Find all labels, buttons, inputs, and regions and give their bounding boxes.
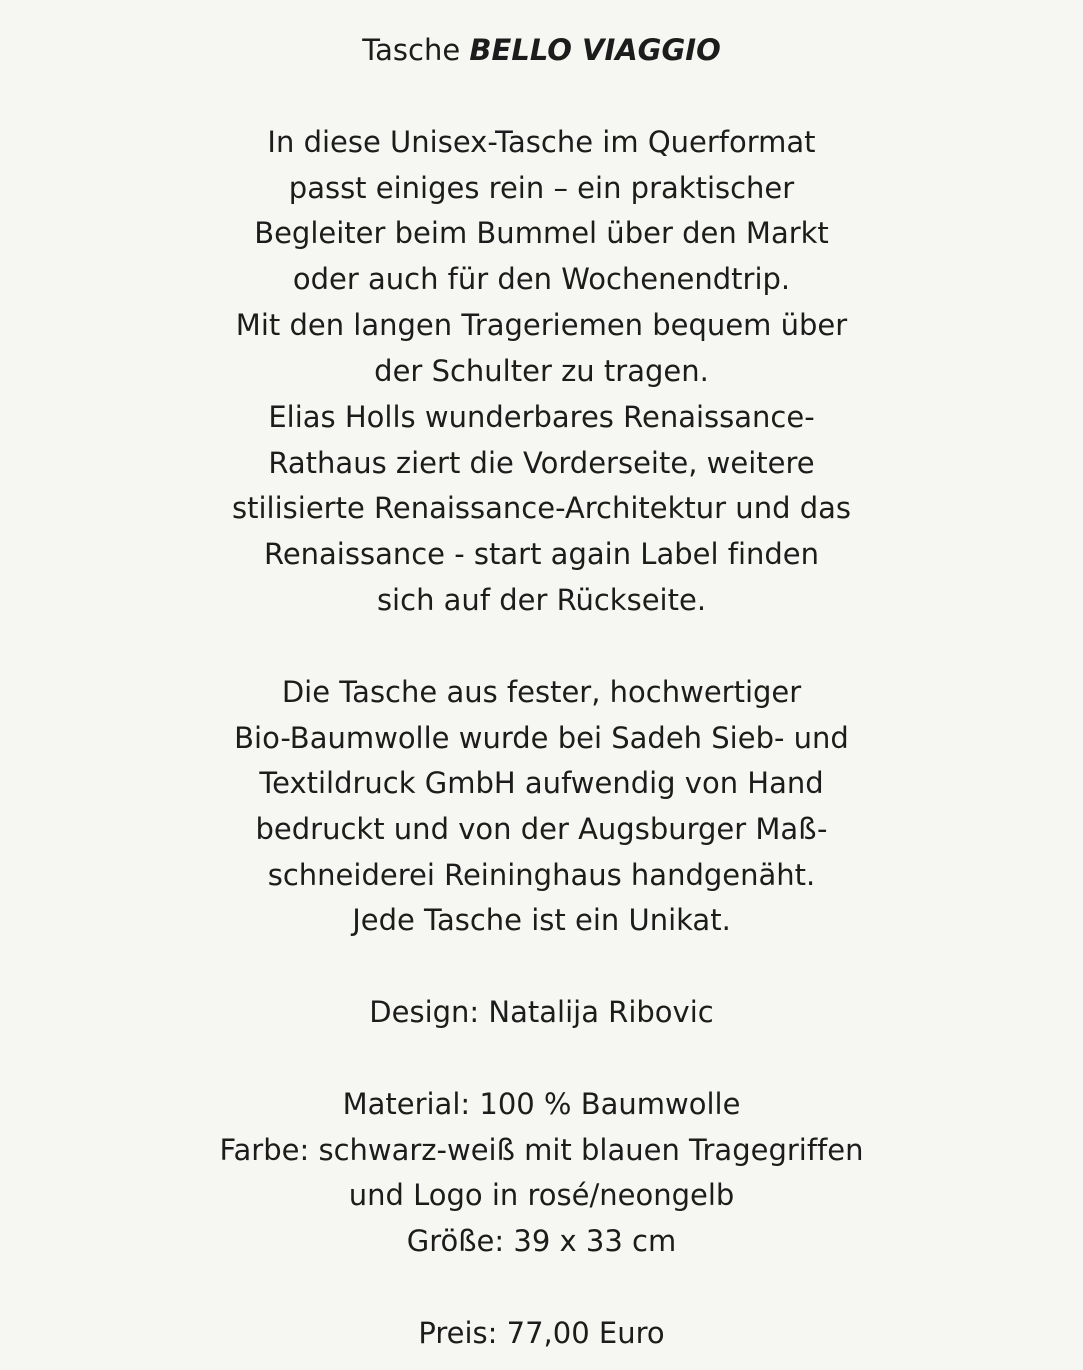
production-line: schneiderei Reininghaus handgenäht. [267,858,816,892]
production-line: Jede Tasche ist ein Unikat. [352,903,731,937]
description-line: Renaissance - start again Label finden [263,537,820,571]
description-line: passt einiges rein – ein praktischer [288,171,795,205]
production-line: Textildruck GmbH aufwendig von Hand [259,766,824,800]
design-credit: Design: Natalija Ribovic [369,995,714,1029]
size-spec: Größe: 39 x 33 cm [406,1224,677,1258]
description-line: sich auf der Rückseite. [376,583,707,617]
color-spec-continued: und Logo in rosé/neongelb [348,1178,735,1212]
production-line: bedruckt und von der Augsburger Maß- [255,812,828,846]
description-line: stilisierte Renaissance-Architektur und das [232,491,851,525]
description-line: oder auch für den Wochenendtrip. [292,262,791,296]
production-line: Die Tasche aus fester, hochwertiger [281,675,802,709]
material-spec: Material: 100 % Baumwolle [342,1087,741,1121]
description-line: Mit den langen Trageriemen bequem über [235,308,848,342]
title-prefix: Tasche [362,33,470,67]
color-spec: Farbe: schwarz-weiß mit blauen Tragegriffen [219,1133,864,1167]
price: Preis: 77,00 Euro [418,1316,665,1350]
description-line: In diese Unisex-Tasche im Querformat [267,125,816,159]
production-line: Bio-Baumwolle wurde bei Sadeh Sieb- und [234,721,849,755]
product-title [0,27,1083,73]
description-line: Rathaus ziert die Vorderseite, weitere [268,446,815,480]
description-line: Begleiter beim Bummel über den Markt [254,216,829,250]
description-line: der Schulter zu tragen. [374,354,709,388]
title-brand: BELLO VIAGGIO [469,33,721,67]
description-line: Elias Holls wunderbares Renaissance- [268,400,815,434]
